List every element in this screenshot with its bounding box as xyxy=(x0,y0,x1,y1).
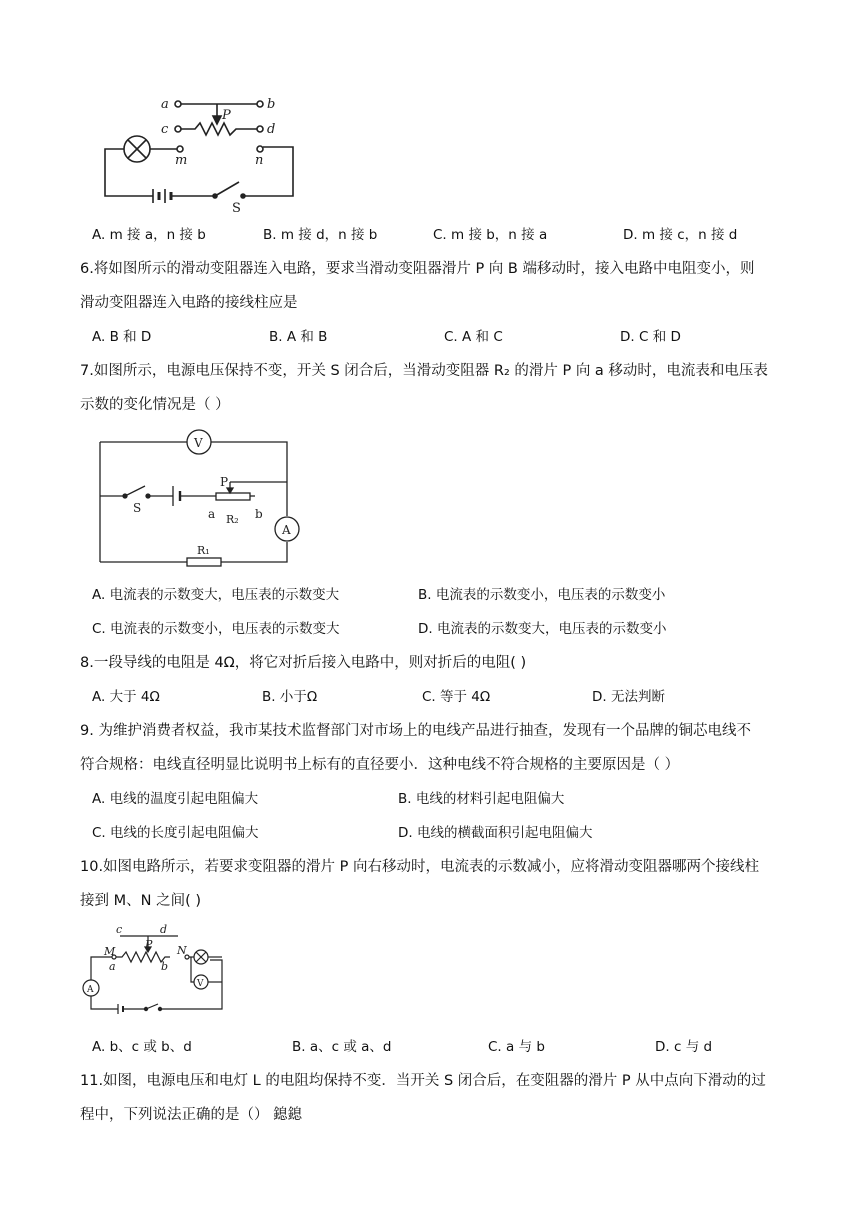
q10-option-c: C. a 与 b xyxy=(488,1039,545,1055)
q10-option-a: A. b、c 或 b、d xyxy=(92,1039,192,1055)
q5-fig-label-m: m xyxy=(175,153,188,168)
q9-option-a: A. 电线的温度引起电阻偏大 xyxy=(92,791,259,807)
q7-fig-label-s: S xyxy=(133,501,142,515)
q5-fig-label-n: n xyxy=(255,153,264,168)
q7-circuit-figure xyxy=(95,428,310,573)
q5-option-a: A. m 接 a，n 接 b xyxy=(92,227,206,243)
q5-fig-label-d: d xyxy=(267,122,276,137)
q5-option-b: B. m 接 d，n 接 b xyxy=(263,227,378,243)
q7-option-a: A. 电流表的示数变大，电压表的示数变大 xyxy=(92,587,340,603)
q8-option-b: B. 小于Ω xyxy=(262,689,318,705)
q11-text-line2: 程中，下列说法正确的是（） 鎴鎴 xyxy=(80,1107,303,1123)
q7-text-line2: 示数的变化情况是（ ） xyxy=(80,397,230,413)
q9-option-c: C. 电线的长度引起电阻偏大 xyxy=(92,825,259,841)
q6-option-c: C. A 和 C xyxy=(444,329,503,345)
q5-fig-label-p: P xyxy=(222,108,231,123)
q6-option-a: A. B 和 D xyxy=(92,329,152,345)
q6-text-line1: 6.将如图所示的滑动变阻器连入电路，要求当滑动变阻器滑片 P 向 B 端移动时，接入电路中电阻变小，则 xyxy=(80,261,755,277)
q6-option-d: D. C 和 D xyxy=(620,329,681,345)
q9-text-line1: 9. 为维护消费者权益，我市某技术监督部门对市场上的电线产品进行抽查，发现有一个品牌的铜芯电线不 xyxy=(80,723,751,739)
q10-fig-label-a-meter: A xyxy=(87,985,94,995)
q7-fig-label-v: V xyxy=(194,436,203,450)
q10-option-d: D. c 与 d xyxy=(655,1039,713,1055)
q10-fig-label-n: N xyxy=(177,944,187,957)
q9-text-line2: 符合规格：电线直径明显比说明书上标有的直径要小．这种电线不符合规格的主要原因是（ ） xyxy=(80,757,680,773)
q10-fig-label-v: V xyxy=(197,979,204,989)
q10-text-line1: 10.如图电路所示，若要求变阻器的滑片 P 向右移动时，电流表的示数减小，应将滑动变阻器哪两个接线柱 xyxy=(80,859,760,875)
q10-fig-label-m: M xyxy=(104,945,116,958)
q8-option-a: A. 大于 4Ω xyxy=(92,689,160,705)
q7-option-b: B. 电流表的示数变小，电压表的示数变小 xyxy=(418,587,666,603)
q8-option-d: D. 无法判断 xyxy=(592,689,665,705)
q11-text-line1: 11.如图，电源电压和电灯 L 的电阻均保持不变．当开关 S 闭合后，在变阻器的滑片 P 从中点向下滑动的过 xyxy=(80,1073,766,1089)
q9-option-b: B. 电线的材料引起电阻偏大 xyxy=(398,791,565,807)
q10-circuit-figure xyxy=(82,922,232,1022)
q7-fig-label-a-meter: A xyxy=(282,523,291,537)
q10-fig-label-b: b xyxy=(161,960,169,973)
q8-text-line1: 8.一段导线的电阻是 4Ω，将它对折后接入电路中，则对折后的电阻( ) xyxy=(80,655,527,671)
q7-fig-label-r2: R₂ xyxy=(226,513,239,526)
q7-text-line1: 7.如图所示，电源电压保持不变，开关 S 闭合后，当滑动变阻器 R₂ 的滑片 P 向 a 移动时，电流表和电压表 xyxy=(80,363,768,379)
q9-option-d: D. 电线的横截面积引起电阻偏大 xyxy=(398,825,593,841)
q10-fig-label-p: P xyxy=(145,938,153,951)
q5-fig-label-c: c xyxy=(161,122,169,137)
q7-option-d: D. 电流表的示数变大，电压表的示数变小 xyxy=(418,621,667,637)
q7-fig-label-b: b xyxy=(255,507,263,521)
q8-option-c: C. 等于 4Ω xyxy=(422,689,491,705)
q10-fig-label-d: d xyxy=(160,923,168,936)
q10-option-b: B. a、c 或 a、d xyxy=(292,1039,392,1055)
q5-fig-label-b: b xyxy=(267,97,276,112)
q10-fig-label-a: a xyxy=(109,960,116,973)
q5-fig-label-a: a xyxy=(161,97,169,112)
q5-fig-label-s: S xyxy=(232,201,241,216)
q10-fig-label-c: c xyxy=(116,923,123,936)
q10-text-line2: 接到 M、N 之间( ) xyxy=(80,893,201,909)
q5-circuit-figure xyxy=(95,92,310,217)
q5-option-d: D. m 接 c，n 接 d xyxy=(623,227,738,243)
q6-option-b: B. A 和 B xyxy=(269,329,328,345)
q5-option-c: C. m 接 b，n 接 a xyxy=(433,227,548,243)
q7-fig-label-p: P xyxy=(220,475,229,489)
q7-fig-label-a: a xyxy=(208,507,216,521)
q6-text-line2: 滑动变阻器连入电路的接线柱应是 xyxy=(80,295,298,311)
q7-option-c: C. 电流表的示数变小，电压表的示数变大 xyxy=(92,621,340,637)
q7-fig-label-r1: R₁ xyxy=(197,544,210,557)
